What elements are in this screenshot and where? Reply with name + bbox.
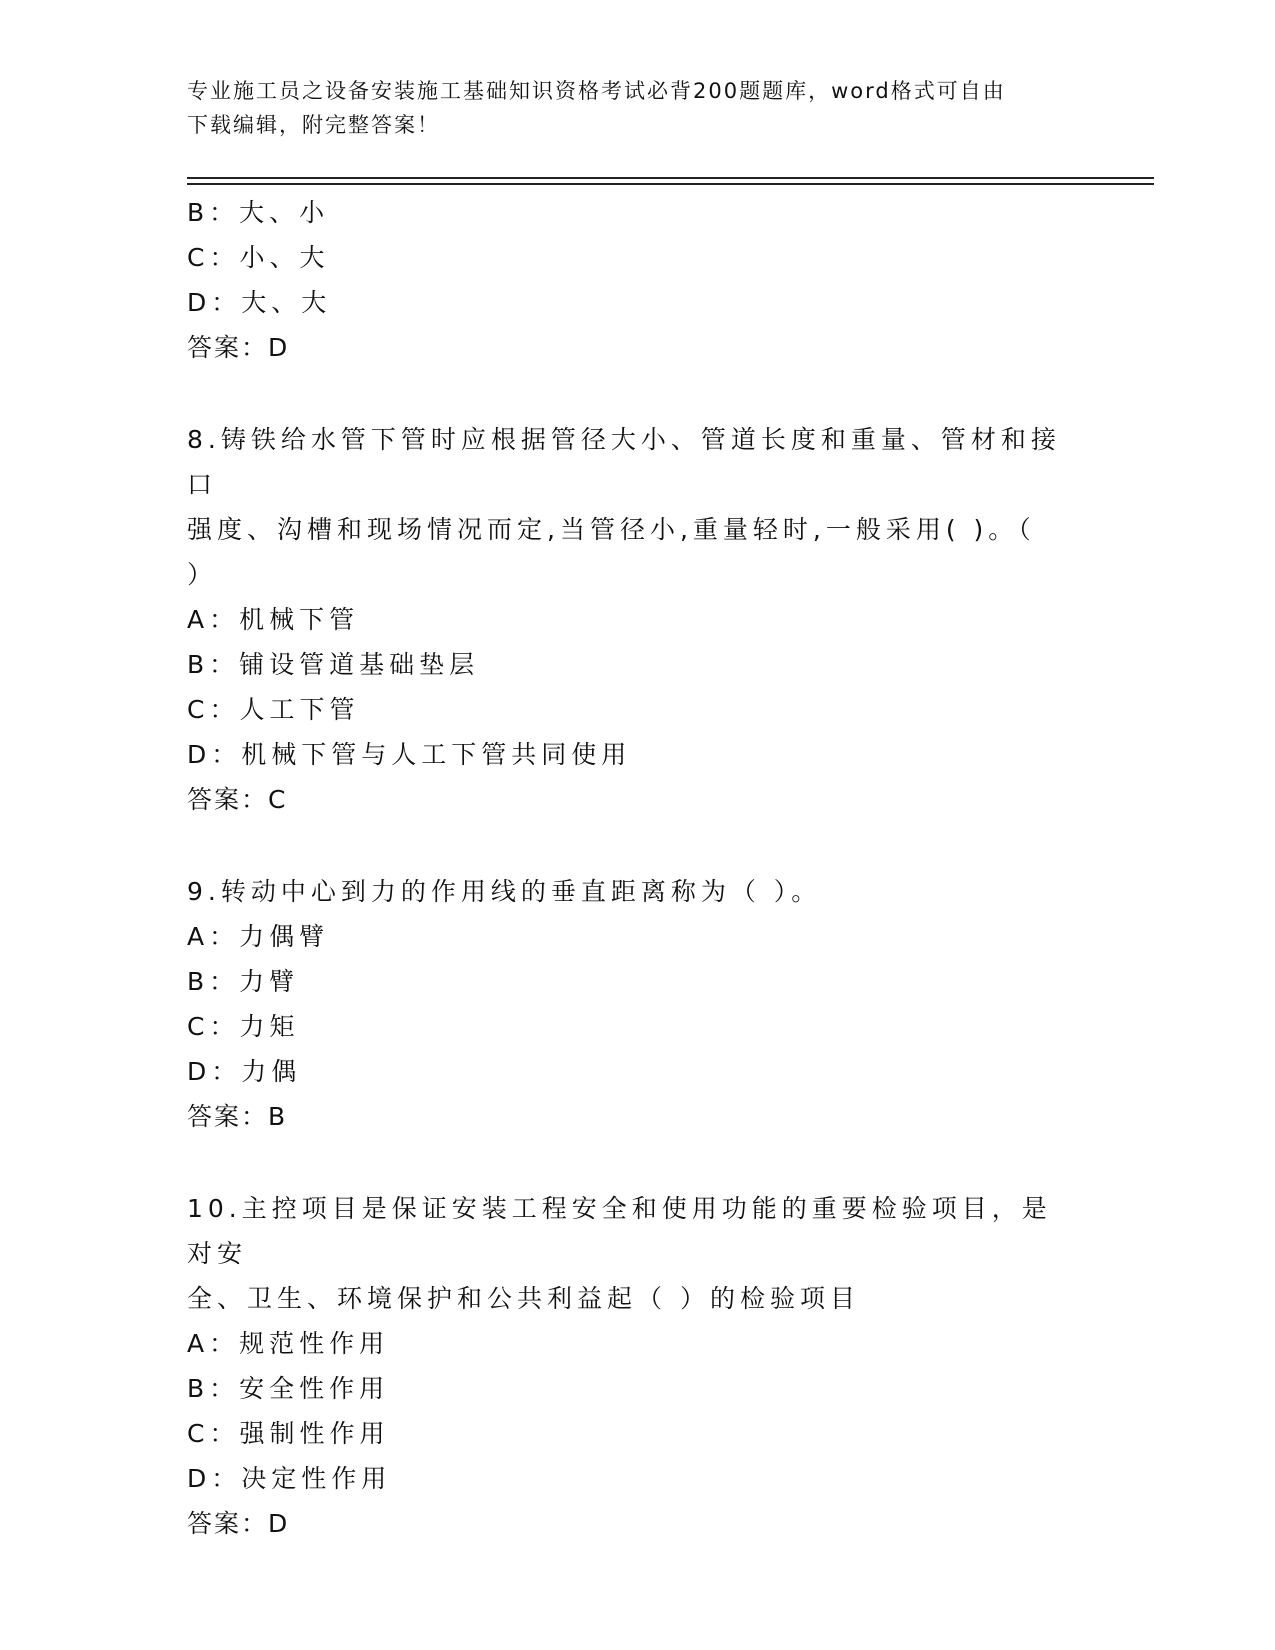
answer-line: 答案：D <box>187 1509 290 1538</box>
question-stem-line: 9.转动中心到力的作用线的垂直距离称为（ ）。 <box>187 877 822 906</box>
answer-line: 答案：B <box>187 1102 288 1131</box>
option-b: B：铺设管道基础垫层 <box>187 650 480 679</box>
option-a: A：机械下管 <box>187 605 360 634</box>
option-a: A：规范性作用 <box>187 1329 390 1358</box>
option-d: D：机械下管与人工下管共同使用 <box>187 740 632 769</box>
answer-line: 答案：D <box>187 333 290 362</box>
header-title-line-2: 下载编辑，附完整答案！ <box>187 113 440 137</box>
option-c: C：人工下管 <box>187 695 360 724</box>
option-d: D：大、大 <box>187 288 332 317</box>
option-c: C：小、大 <box>187 243 330 272</box>
question-stem-line: 全、卫生、环境保护和公共利益起（ ）的检验项目 <box>187 1284 860 1313</box>
option-c: C：力矩 <box>187 1012 300 1041</box>
previous-question-tail <box>187 190 1087 370</box>
question-10 <box>187 1186 1087 1546</box>
option-b: B：大、小 <box>187 198 330 227</box>
document-header <box>187 74 1067 142</box>
answer-line: 答案：C <box>187 785 288 814</box>
question-stem-line: 强度、沟槽和现场情况而定,当管径小,重量轻时,一般采用( )。（ <box>187 515 1036 544</box>
question-8 <box>187 417 1087 822</box>
option-d: D：力偶 <box>187 1057 302 1086</box>
header-title-line-1: 专业施工员之设备安装施工基础知识资格考试必背200题题库，word格式可自由 <box>187 79 1006 103</box>
question-stem-line: ） <box>187 560 218 589</box>
option-b: B：力臂 <box>187 967 300 996</box>
header-divider-bottom <box>187 183 1154 185</box>
question-9 <box>187 869 1087 1139</box>
question-stem-line: 10.主控项目是保证安装工程安全和使用功能的重要检验项目，是对安 <box>187 1194 1052 1268</box>
header-divider-top <box>187 177 1154 179</box>
question-stem-line: 8.铸铁给水管下管时应根据管径大小、管道长度和重量、管材和接口 <box>187 425 1061 499</box>
option-c: C：强制性作用 <box>187 1419 390 1448</box>
question-content <box>187 190 1087 1593</box>
option-d: D：决定性作用 <box>187 1464 392 1493</box>
option-b: B：安全性作用 <box>187 1374 390 1403</box>
option-a: A：力偶臂 <box>187 922 330 951</box>
